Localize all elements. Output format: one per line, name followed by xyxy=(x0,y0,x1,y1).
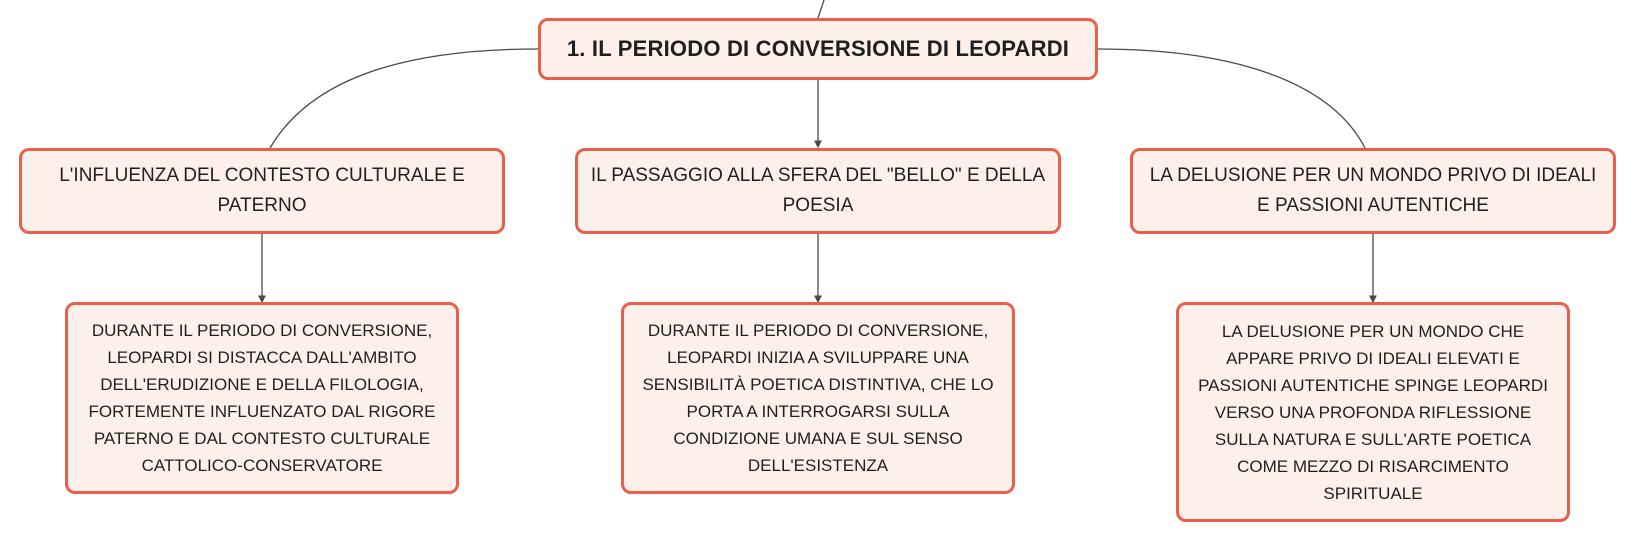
branch-node-cultural-context[interactable] xyxy=(19,148,505,234)
branch-node-disillusionment[interactable] xyxy=(1130,148,1616,234)
root-node-label: 1. IL PERIODO DI CONVERSIONE DI LEOPARDI xyxy=(566,36,1070,61)
detail-node-disillusionment[interactable] xyxy=(1176,302,1570,522)
detail-node-cultural-context[interactable] xyxy=(65,302,459,494)
detail-node-text: LA DELUSIONE PER UN MONDO CHE APPARE PRIVO DI IDEALI ELEVATI E PASSIONI AUTENTICHE SPINGE LEOPARDI VERSO UNA PROFONDA RIFLESSIONE SULLA NATURA E SULL'ARTE POETICA COME MEZZO DI RISARCIMENTO SPIRITUALE xyxy=(1198,321,1548,503)
detail-node-beauty-poetry[interactable] xyxy=(621,302,1015,494)
branch-node-label: L'INFLUENZA DEL CONTESTO CULTURALE E PATERNO xyxy=(59,165,465,216)
branch-node-label: IL PASSAGGIO ALLA SFERA DEL "BELLO" E DELLA POESIA xyxy=(590,165,1046,216)
root-node[interactable] xyxy=(538,18,1098,80)
detail-node-text: DURANTE IL PERIODO DI CONVERSIONE, LEOPARDI SI DISTACCA DALL'AMBITO DELL'ERUDIZIONE E DELLA FILOLOGIA, FORTEMENTE INFLUENZATO DAL RIGORE PATERNO E DAL CONTESTO CULTURALE CATTOLICO-CONSERVATORE xyxy=(88,321,436,475)
connector-incoming xyxy=(818,0,824,18)
connector-root-left xyxy=(270,49,538,148)
connector-root-right xyxy=(1098,49,1365,148)
branch-node-label: LA DELUSIONE PER UN MONDO PRIVO DI IDEALI E PASSIONI AUTENTICHE xyxy=(1149,165,1597,216)
detail-node-text: DURANTE IL PERIODO DI CONVERSIONE, LEOPARDI INIZIA A SVILUPPARE UNA SENSIBILITÀ POETICA DISTINTIVA, CHE LO PORTA A INTERROGARSI SULLA CONDIZIONE UMANA E SUL SENSO DELL'ESISTENZA xyxy=(642,321,994,475)
branch-node-beauty-poetry[interactable] xyxy=(575,148,1061,234)
